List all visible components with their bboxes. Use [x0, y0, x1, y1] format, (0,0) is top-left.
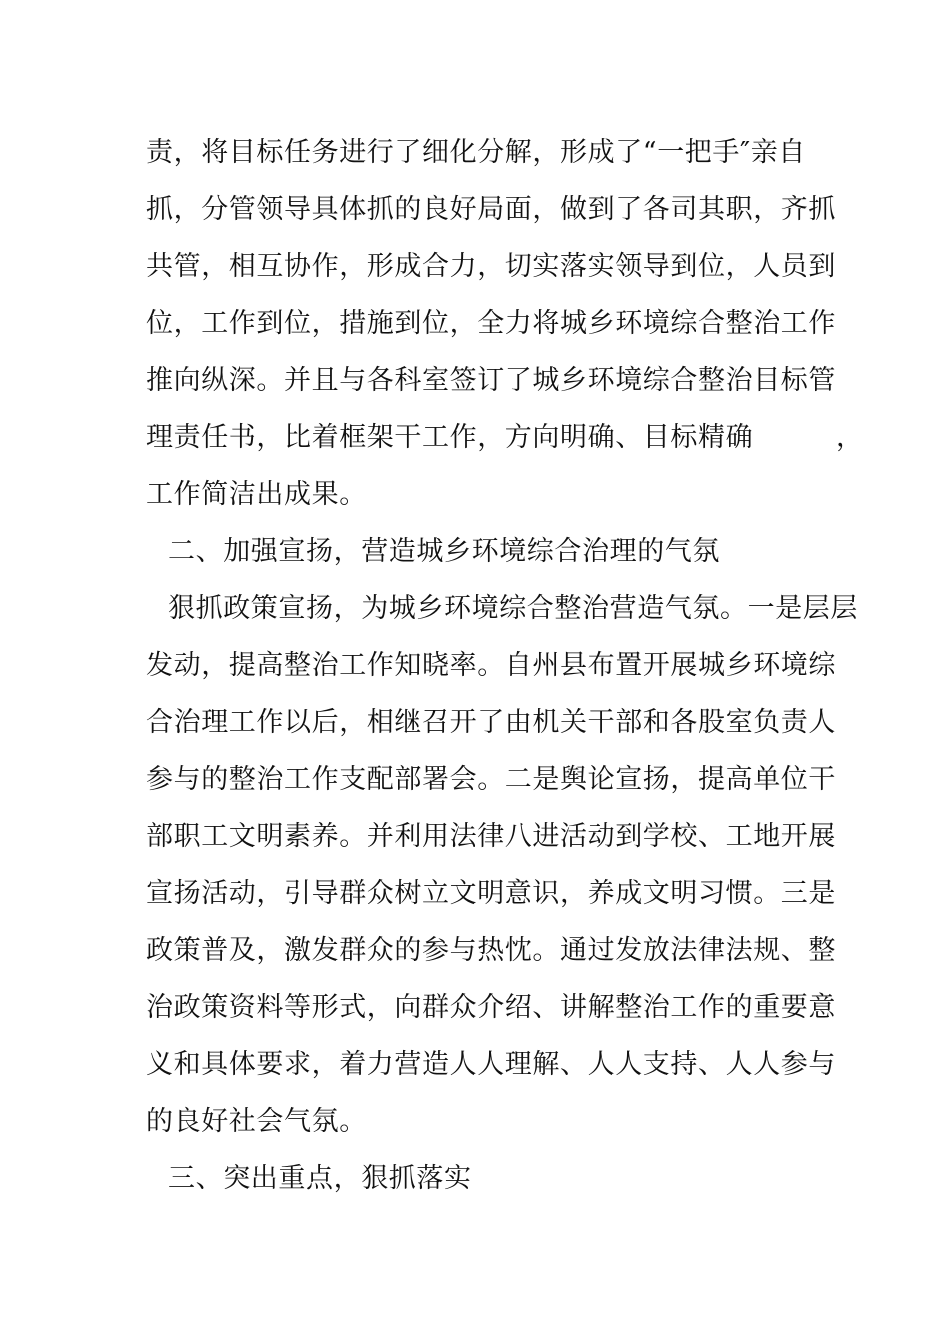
text-line: 位，工作到位，措施到位，全力将城乡环境综合整治工作 [146, 308, 836, 339]
text-line: 的良好社会气氛。 [146, 1106, 367, 1137]
text-line: 治政策资料等形式，向群众介绍、讲解整治工作的重要意 [146, 992, 836, 1023]
text-line: 参与的整治工作支配部署会。二是舆论宣扬，提高单位干 [146, 764, 836, 795]
text-line: 工作简洁出成果。 [146, 479, 367, 510]
text-line: 政策普及，激发群众的参与热忱。通过发放法律法规、整 [146, 935, 836, 966]
text-line: 推向纵深。并且与各科室签订了城乡环境综合整治目标管 [146, 365, 836, 396]
text-line: 宣扬活动，引导群众树立文明意识，养成文明习惯。三是 [146, 878, 836, 909]
text-line: 抓，分管领导具体抓的良好局面，做到了各司其职，齐抓 [146, 194, 836, 225]
text-line: 责，将目标任务进行了细化分解，形成了“一把手″亲自 [146, 137, 806, 168]
text-line: 发动，提高整治工作知晓率。自州县布置开展城乡环境综 [146, 650, 836, 681]
text-line: 合治理工作以后，相继召开了由机关干部和各股室负责人 [146, 707, 836, 738]
text-line: 狠抓政策宣扬，为城乡环境综合整治营造气氛。一是层层 [168, 593, 858, 624]
text-line: 义和具体要求，着力营造人人理解、人人支持、人人参与 [146, 1049, 836, 1080]
section-heading: 三、突出重点，狠抓落实 [168, 1163, 472, 1194]
text-line: 共管，相互协作，形成合力，切实落实领导到位，人员到 [146, 251, 836, 282]
text-line: 部职工文明素养。并利用法律八进活动到学校、工地开展 [146, 821, 836, 852]
section-heading: 二、加强宣扬，营造城乡环境综合治理的气氛 [168, 536, 720, 567]
text-line: 理责任书，比着框架干工作，方向明确、目标精确 ， [146, 422, 864, 453]
